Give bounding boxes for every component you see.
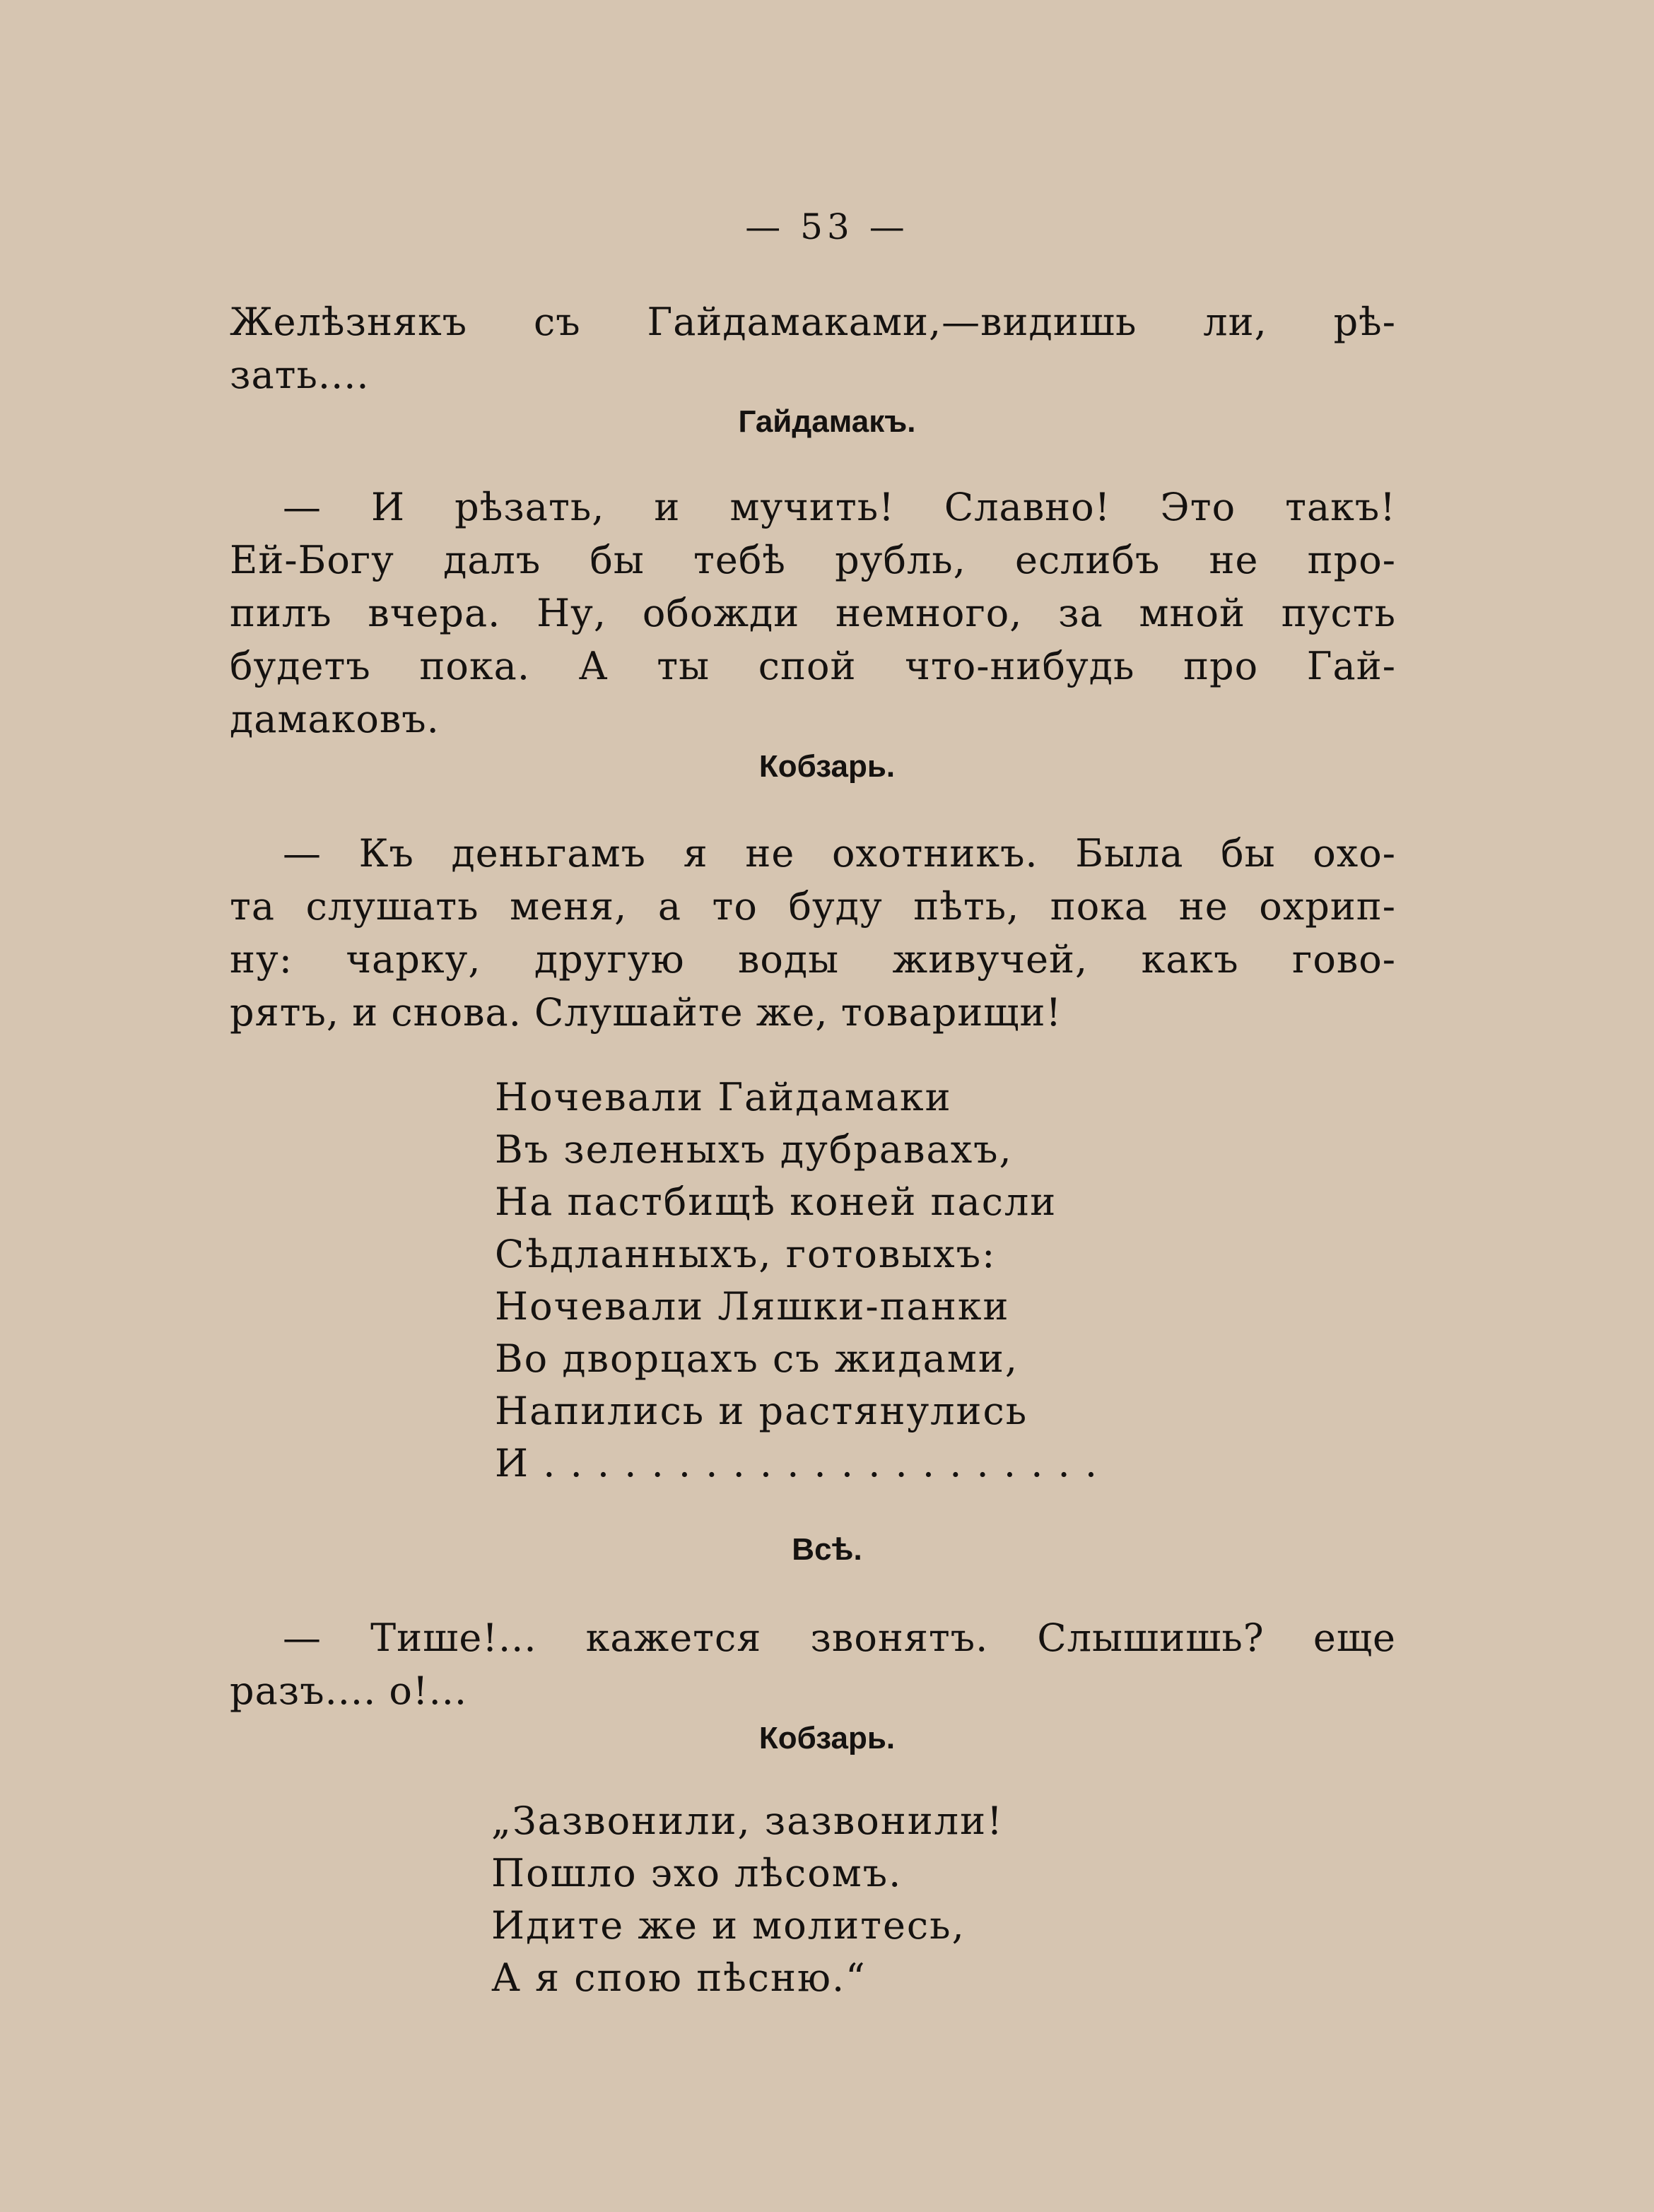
- text-line: Желѣзнякъ съ Гайдамаками,—видишь ли, рѣ-: [230, 300, 1396, 344]
- speaker-heading: Гайдамакъ.: [738, 404, 916, 439]
- verse-line: Во дворцахъ съ жидами,: [495, 1336, 1019, 1381]
- text-line: разъ.... о!...: [230, 1669, 468, 1713]
- text-line: Ей-Богу далъ бы тебѣ рубль, еслибъ не про-: [230, 538, 1396, 582]
- paragraph-1: [230, 295, 1396, 401]
- verse-line: Ночевали Гайдамаки: [495, 1075, 952, 1119]
- text-line: — Къ деньгамъ я не охотникъ. Была бы охо-: [283, 831, 1396, 876]
- verse-line: И . . . . . . . . . . . . . . . . . . . . .: [495, 1441, 1099, 1486]
- text-line: будетъ пока. А ты спой что-нибудь про Гай-: [230, 644, 1396, 688]
- text-line: дамаковъ.: [230, 697, 440, 741]
- verse-line: Въ зеленыхъ дубравахъ,: [495, 1127, 1013, 1172]
- speaker-heading: Кобзарь.: [758, 749, 896, 784]
- text-line: пилъ вчера. Ну, обожди немного, за мной пусть: [230, 591, 1396, 635]
- paragraph-4: [230, 1611, 1396, 1717]
- text-line: — И рѣзать, и мучить! Славно! Это такъ!: [283, 485, 1396, 529]
- text-line: — Тише!... кажется звонятъ. Слышишь? еще: [283, 1616, 1396, 1660]
- text-line: та слушать меня, а то буду пѣть, пока не охрип-: [230, 884, 1396, 929]
- paragraph-3: [230, 827, 1396, 1039]
- page-number: — 53 —: [745, 206, 909, 247]
- text-line: ну: чарку, другую воды живучей, какъ гово-: [230, 937, 1396, 982]
- verse-line: Пошло эхо лѣсомъ.: [491, 1851, 903, 1895]
- verse-line: Ночевали Ляшки-панки: [495, 1284, 1010, 1329]
- speaker-heading: Всѣ.: [792, 1532, 862, 1567]
- verse-line: А я спою пѣсню.“: [491, 1955, 867, 2000]
- verse-stanza-2: [491, 1795, 1004, 2004]
- verse-line: На пастбищѣ коней пасли: [495, 1179, 1057, 1224]
- verse-line: Сѣдланныхъ, готовыхъ:: [495, 1232, 997, 1276]
- verse-line: Идите же и молитесь,: [491, 1903, 966, 1948]
- text-line: зать....: [230, 353, 370, 397]
- paragraph-2: [230, 481, 1396, 746]
- speaker-heading: Кобзарь.: [758, 1721, 896, 1755]
- text-line: рятъ, и снова. Слушайте же, товарищи!: [230, 990, 1062, 1035]
- verse-stanza-1: [495, 1071, 1098, 1490]
- verse-line: „Зазвонили, зазвонили!: [491, 1799, 1004, 1843]
- verse-line: Напились и растянулись: [495, 1389, 1028, 1433]
